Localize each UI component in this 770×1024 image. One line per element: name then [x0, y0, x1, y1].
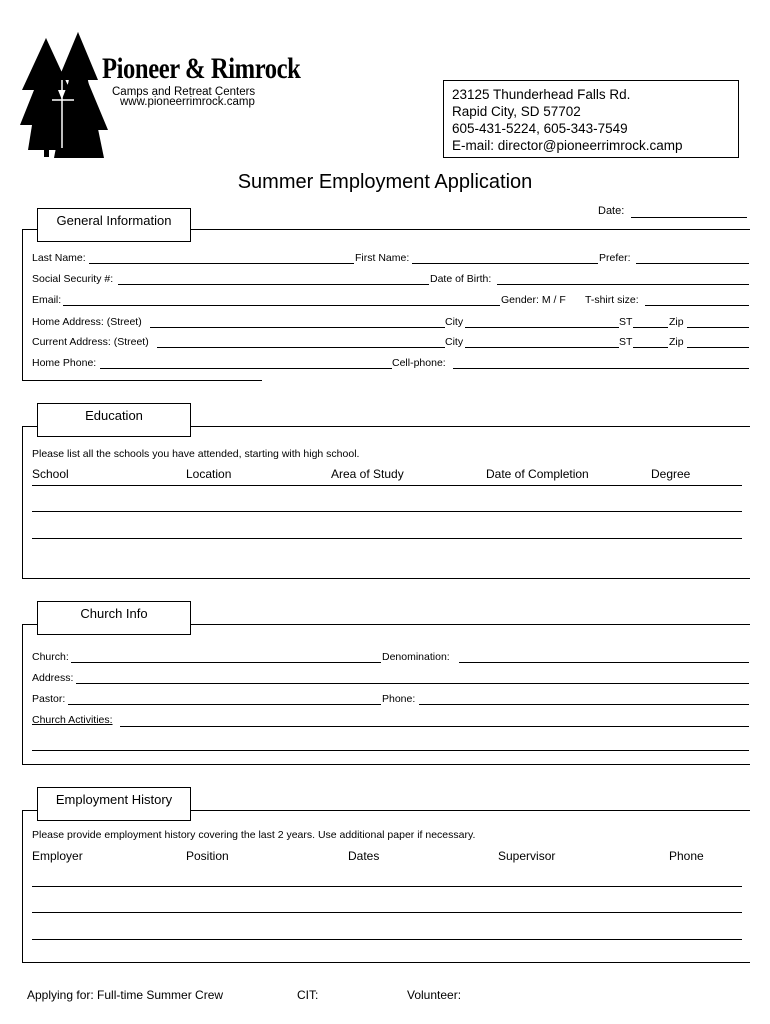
church-field[interactable] [71, 662, 381, 663]
column-date-of-completion: Date of Completion [486, 467, 589, 481]
current-st-field[interactable] [633, 347, 668, 348]
last-name-label: Last Name: [32, 252, 86, 264]
first-name-label: First Name: [355, 252, 410, 264]
prefer-label: Prefer: [599, 252, 631, 264]
home-st-field[interactable] [633, 327, 668, 328]
home-address-field[interactable] [150, 327, 445, 328]
prefer-field[interactable] [636, 263, 749, 264]
employment-instruction: Please provide employment history covering the last 2 years. Use additional paper if necessary. [32, 829, 476, 841]
ssn-field[interactable] [118, 284, 429, 285]
column-area-of-study: Area of Study [331, 467, 404, 481]
church-activities-label: Church Activities: [32, 714, 113, 726]
applying-for-volunteer[interactable]: Volunteer: [407, 988, 462, 1002]
general-information-heading: General Information [37, 208, 191, 242]
logo-subtitle: Camps and Retreat Centers [112, 86, 256, 98]
column-employer: Employer [32, 849, 83, 863]
pastor-field[interactable] [68, 704, 381, 705]
home-phone-label: Home Phone: [32, 357, 97, 369]
ssn-label: Social Security #: [32, 273, 114, 285]
date-label: Date: [598, 205, 625, 217]
column-location: Location [186, 467, 232, 481]
church-activities-field[interactable] [32, 750, 749, 751]
current-city-field[interactable] [465, 347, 619, 348]
email-label: Email: [32, 294, 62, 306]
address-line: Rapid City, SD 57702 [452, 104, 581, 119]
denomination-label: Denomination: [382, 651, 450, 663]
current-st-label: ST [619, 336, 633, 348]
education-heading: Education [37, 403, 191, 437]
last-name-field[interactable] [89, 263, 354, 264]
form-title: Summer Employment Application [237, 171, 533, 193]
address-line: E-mail: director@pioneerrimrock.camp [452, 138, 683, 153]
education-instruction: Please list all the schools you have attended, starting with high school. [32, 448, 360, 460]
current-address-label: Current Address: (Street) [32, 336, 149, 348]
address-line: 23125 Thunderhead Falls Rd. [452, 87, 631, 102]
church-info-heading: Church Info [37, 601, 191, 635]
current-address-field[interactable] [157, 347, 445, 348]
church-label: Church: [32, 651, 69, 663]
employment-row-line[interactable] [32, 939, 742, 940]
home-address-label: Home Address: (Street) [32, 316, 142, 328]
column-school: School [32, 467, 69, 481]
column-position: Position [186, 849, 229, 863]
home-city-field[interactable] [465, 327, 619, 328]
column-dates: Dates [348, 849, 380, 863]
pine-trees-icon [18, 30, 113, 160]
current-zip-label: Zip [669, 336, 684, 348]
church-activities-field[interactable] [120, 726, 749, 727]
pastor-label: Pastor: [32, 693, 66, 705]
education-row-line[interactable] [32, 538, 742, 539]
home-phone-field[interactable] [100, 368, 392, 369]
column-supervisor: Supervisor [498, 849, 556, 863]
employment-row-line[interactable] [32, 886, 742, 887]
logo-title: Pioneer & Rimrock [102, 52, 301, 85]
dob-field[interactable] [497, 284, 749, 285]
tshirt-field[interactable] [645, 305, 749, 306]
column-phone: Phone [669, 849, 704, 863]
home-zip-label: Zip [669, 316, 684, 328]
current-zip-field[interactable] [687, 347, 749, 348]
address-box [443, 80, 739, 158]
church-address-label: Address: [32, 672, 74, 684]
date-field[interactable] [631, 217, 747, 218]
home-st-label: ST [619, 316, 633, 328]
education-row-line[interactable] [32, 511, 742, 512]
cell-phone-field[interactable] [453, 368, 749, 369]
employment-row-line[interactable] [32, 912, 742, 913]
church-address-field[interactable] [76, 683, 749, 684]
email-field[interactable] [63, 305, 500, 306]
gender-label[interactable]: Gender: M / F [501, 294, 566, 306]
address-line: 605-431-5224, 605-343-7549 [452, 121, 628, 136]
employment-history-heading: Employment History [37, 787, 191, 821]
first-name-field[interactable] [412, 263, 598, 264]
education-row-line[interactable] [32, 485, 742, 486]
church-phone-label: Phone: [382, 693, 416, 705]
home-zip-field[interactable] [687, 327, 749, 328]
cell-phone-label: Cell-phone: [392, 357, 446, 369]
applying-for-crew[interactable]: Applying for: Full-time Summer Crew [27, 988, 224, 1002]
tshirt-label: T-shirt size: [585, 294, 639, 306]
dob-label: Date of Birth: [430, 273, 492, 285]
current-city-label: City [445, 336, 464, 348]
applying-for-cit[interactable]: CIT: [297, 988, 319, 1002]
home-city-label: City [445, 316, 464, 328]
church-phone-field[interactable] [419, 704, 749, 705]
column-degree: Degree [651, 467, 691, 481]
denomination-field[interactable] [459, 662, 749, 663]
logo-website: www.pioneerrimrock.camp [120, 96, 255, 108]
